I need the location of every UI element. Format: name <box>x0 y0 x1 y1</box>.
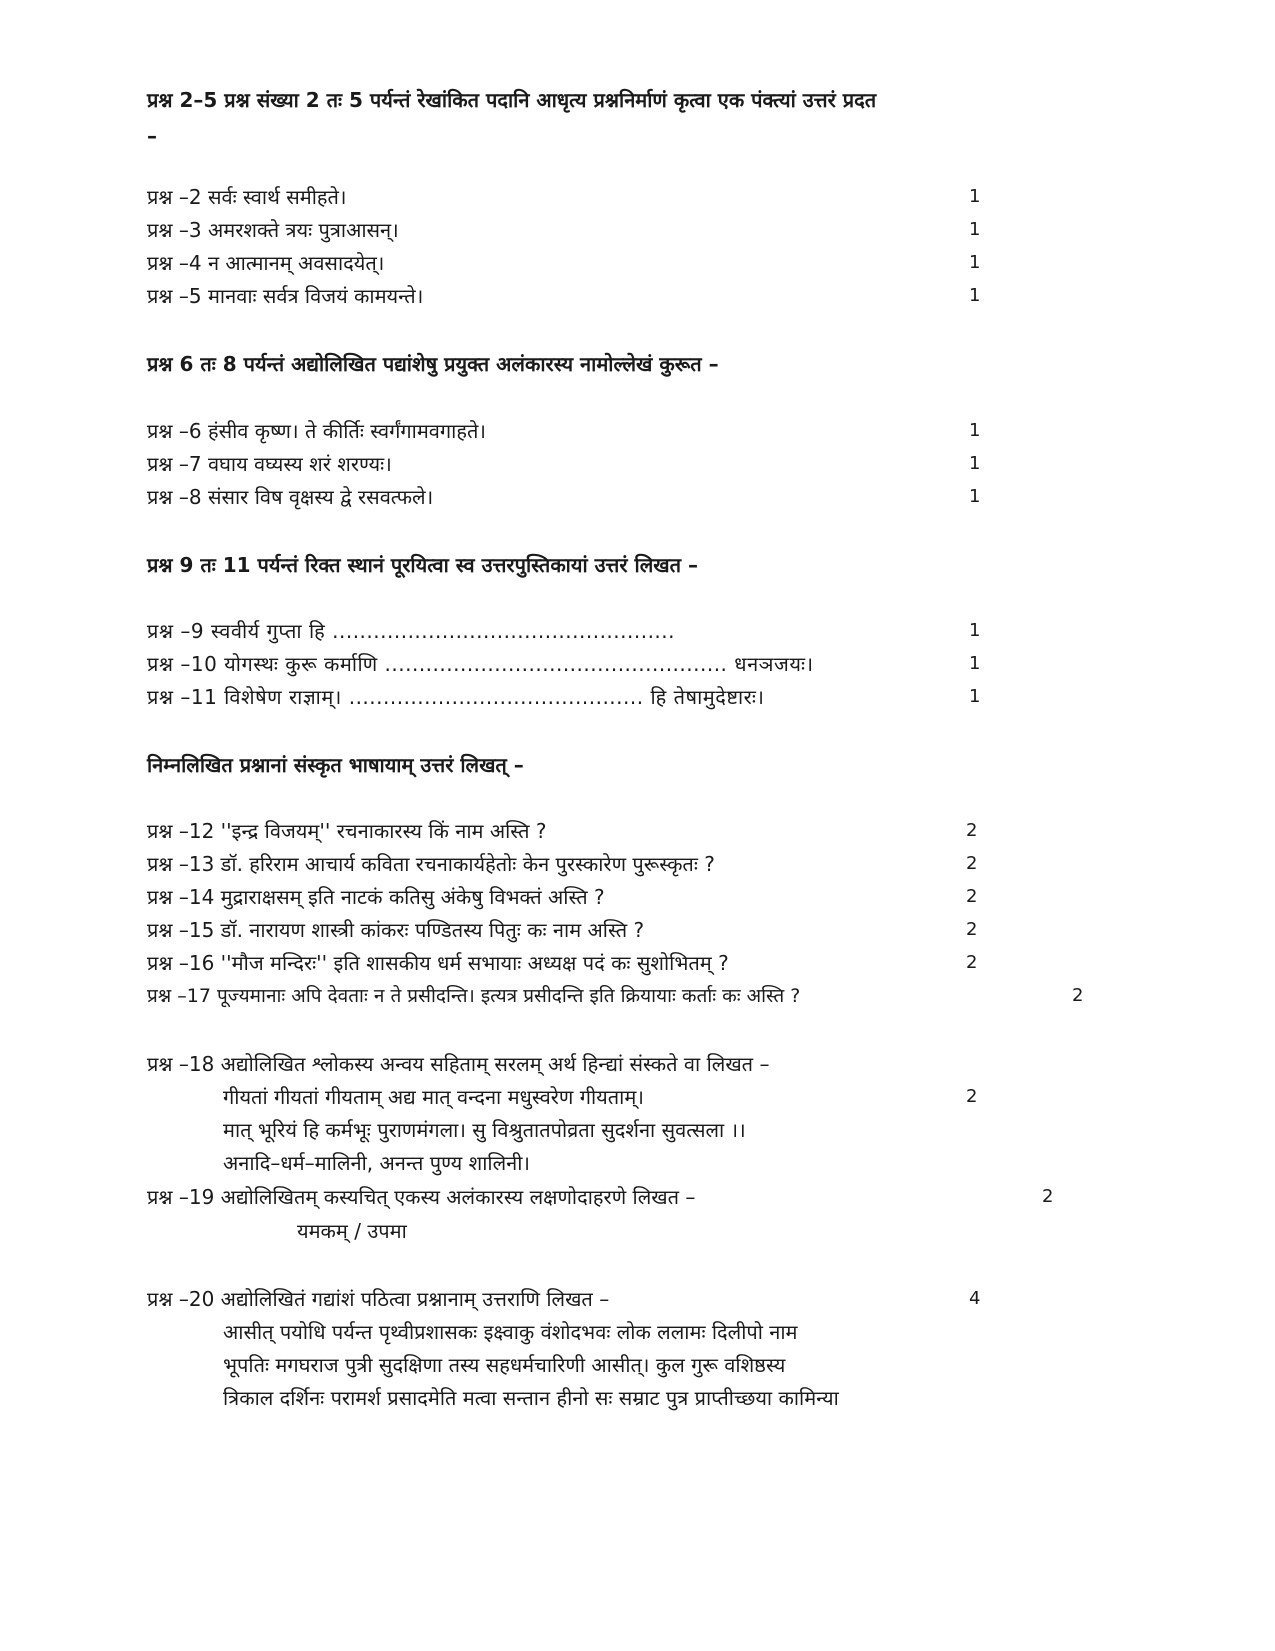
section-heading-q9-11: प्रश्न 9 तः 11 पर्यन्तं रिक्त स्थानं पूरयित्वा स्व उत्तरपुस्तिकायां उत्तरं लिखत – <box>147 553 698 577</box>
marks-q18: 2 <box>966 1086 978 1107</box>
marks-q20: 4 <box>969 1288 981 1309</box>
question-14: प्रश्न –14 मुद्राराक्षसम् इति नाटकं कतिसु अंकेषु विभक्तं अस्ति ? <box>147 885 605 909</box>
question-10: प्रश्न –10 योगस्थः कुरू कर्माणि .................................................. धनञजयः। <box>147 652 814 676</box>
question-5: प्रश्न –5 मानवाः सर्वत्र विजयं कामयन्ते। <box>147 284 424 308</box>
verse-line-2: मात् भूरियं हि कर्मभूः पुराणमंगला। सु विश्रुतातपोव्रता सुदर्शना सुवत्सला ।। <box>223 1118 746 1142</box>
question-15: प्रश्न –15 डॉ. नारायण शास्त्री कांकरः पण्डितस्य पितुः कः नाम अस्ति ? <box>147 918 645 942</box>
marks-q13: 2 <box>966 853 978 874</box>
question-19: प्रश्न –19 अद्योलिखितम् कस्यचित् एकस्य अलंकारस्य लक्षणोदाहरणे लिखत – <box>147 1185 696 1209</box>
question-6: प्रश्न –6 हंसीव कृष्ण। ते कीर्तिः स्वर्गंगामवगाहते। <box>147 419 486 443</box>
question-20: प्रश्न –20 अद्योलिखितं गद्यांशं पठित्वा प्रश्नानाम् उत्तराणि लिखत – <box>147 1287 610 1311</box>
marks-q16: 2 <box>966 952 978 973</box>
question-9: प्रश्न –9 स्ववीर्य गुप्ता हि .................................................. <box>147 619 676 643</box>
question-3: प्रश्न –3 अमरशक्ते त्रयः पुत्राआसन्। <box>147 218 399 242</box>
question-11: प्रश्न –11 विशेषेण राज्ञाम्। ........................................... हि तेषामुदेष्टारः। <box>147 685 765 709</box>
marks-q6: 1 <box>969 420 981 441</box>
marks-q5: 1 <box>969 285 981 306</box>
question-17: प्रश्न –17 पूज्यमानाः अपि देवताः न ते प्रसीदन्ति। इत्यत्र प्रसीदन्ति इति क्रियायाः कर्ताः कः अस्ति ? <box>147 985 801 1007</box>
marks-q3: 1 <box>969 219 981 240</box>
question-7: प्रश्न –7 वघाय वघ्यस्य शरं शरण्यः। <box>147 452 392 476</box>
alankar-options: यमकम् / उपमा <box>297 1219 407 1243</box>
passage-line-3: त्रिकाल दर्शिनः परामर्श प्रसादमेति मत्वा सन्तान हीनो सः सम्राट पुत्र प्राप्तीच्छया कामिन्या <box>223 1386 839 1410</box>
marks-q4: 1 <box>969 252 981 273</box>
marks-q10: 1 <box>969 653 981 674</box>
verse-line-1: गीयतां गीयतां गीयताम् अद्य मात् वन्दना मधुस्वरेण गीयताम्। <box>223 1085 644 1109</box>
passage-line-1: आसीत् पयोधि पर्यन्त पृथ्वीप्रशासकः इक्ष्वाकु वंशोदभवः लोक ललामः दिलीपो नाम <box>223 1320 798 1344</box>
marks-q17: 2 <box>1072 985 1084 1006</box>
question-2: प्रश्न –2 सर्वः स्वार्थ समीहते। <box>147 185 347 209</box>
passage-line-2: भूपतिः मगघराज पुत्री सुदक्षिणा तस्य सहधर्मचारिणी आसीत्। कुल गुरू वशिष्ठस्य <box>223 1353 786 1377</box>
question-4: प्रश्न –4 न आत्मानम् अवसादयेत्। <box>147 251 385 275</box>
marks-q14: 2 <box>966 886 978 907</box>
question-18: प्रश्न –18 अद्योलिखित श्लोकस्य अन्वय सहिताम् सरलम् अर्थ हिन्द्यां संस्कते वा लिखत – <box>147 1052 770 1076</box>
question-12: प्रश्न –12 ''इन्द्र विजयम्'' रचनाकारस्य किं नाम अस्ति ? <box>147 819 547 843</box>
marks-q8: 1 <box>969 486 981 507</box>
marks-q11: 1 <box>969 686 981 707</box>
marks-q12: 2 <box>966 820 978 841</box>
section-heading-q2-5: प्रश्न 2–5 प्रश्न संख्या 2 तः 5 पर्यन्तं रेखांकित पदानि आधृत्य प्रश्ननिर्माणं कृत्वा एक पंक्त्यां उत्तरं प्रदत – <box>147 88 877 148</box>
marks-q19: 2 <box>1042 1186 1054 1207</box>
question-13: प्रश्न –13 डॉ. हरिराम आचार्य कविता रचनाकार्यहेतोः केन पुरस्कारेण पुरूस्कृतः ? <box>147 852 715 876</box>
marks-q15: 2 <box>966 919 978 940</box>
marks-q7: 1 <box>969 453 981 474</box>
section-heading-q6-8: प्रश्न 6 तः 8 पर्यन्तं अद्योलिखित पद्यांशेषु प्रयुक्त अलंकारस्य नामोल्लेखं कुरूत – <box>147 352 719 376</box>
question-16: प्रश्न –16 ''मौज मन्दिरः'' इति शासकीय धर्म सभायाः अध्यक्ष पदं कः सुशोभितम् ? <box>147 951 729 975</box>
section-heading-short-answer: निम्नलिखित प्रश्नानां संस्कृत भाषायाम् उत्तरं लिखत् – <box>147 753 524 777</box>
verse-line-3: अनादि–धर्म–मालिनी, अनन्त पुण्य शालिनी। <box>223 1151 530 1175</box>
marks-q2: 1 <box>969 186 981 207</box>
question-8: प्रश्न –8 संसार विष वृक्षस्य द्वे रसवत्फले। <box>147 485 434 509</box>
marks-q9: 1 <box>969 620 981 641</box>
